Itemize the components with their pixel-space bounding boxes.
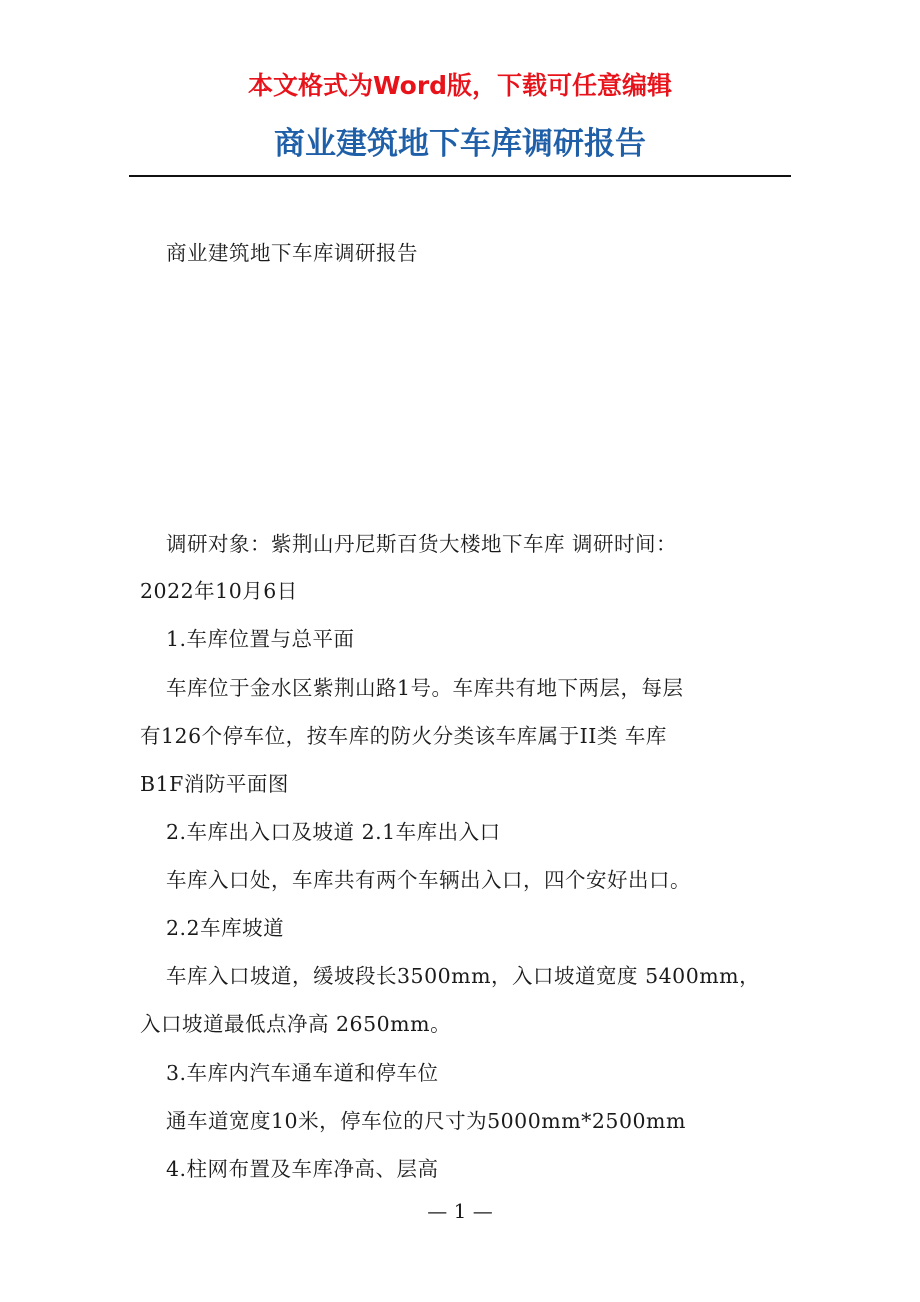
section-2-heading: 2.车库出入口及坡道 2.1车库出入口: [166, 820, 501, 844]
section-1-line-2: 有126个停车位，按车库的防火分类该车库属于II类 车库: [140, 724, 667, 748]
section-3-heading: 3.车库内汽车通车道和停车位: [166, 1061, 439, 1085]
page-number: — 1 —: [427, 1199, 493, 1223]
survey-info-line-2: 2022年10月6日: [140, 579, 298, 603]
section-2-1-text: 车库入口处，车库共有两个车辆出入口，四个安好出口。: [166, 868, 691, 892]
document-title: 商业建筑地下车库调研报告: [274, 126, 646, 162]
survey-info-line-1: 调研对象：紫荆山丹尼斯百货大楼地下车库 调研时间：: [166, 532, 678, 556]
section-1-heading: 1.车库位置与总平面: [166, 627, 355, 651]
section-2-2-line-2: 入口坡道最低点净高 2650mm。: [140, 1012, 452, 1036]
section-1-line-3: B1F消防平面图: [140, 772, 289, 796]
title-divider: [129, 175, 791, 177]
section-3-text: 通车道宽度10米，停车位的尺寸为5000mm*2500mm: [166, 1109, 686, 1133]
report-subtitle: 商业建筑地下车库调研报告: [166, 241, 418, 265]
section-2-2-heading: 2.2车库坡道: [166, 916, 285, 940]
section-2-2-line-1: 车库入口坡道，缓坡段长3500mm，入口坡道宽度 5400mm，: [166, 964, 761, 988]
download-notice: 本文格式为Word版，下载可任意编辑: [247, 71, 673, 100]
section-1-line-1: 车库位于金水区紫荆山路1号。车库共有地下两层，每层: [166, 676, 684, 700]
section-4-heading: 4.柱网布置及车库净高、层高: [166, 1157, 439, 1181]
